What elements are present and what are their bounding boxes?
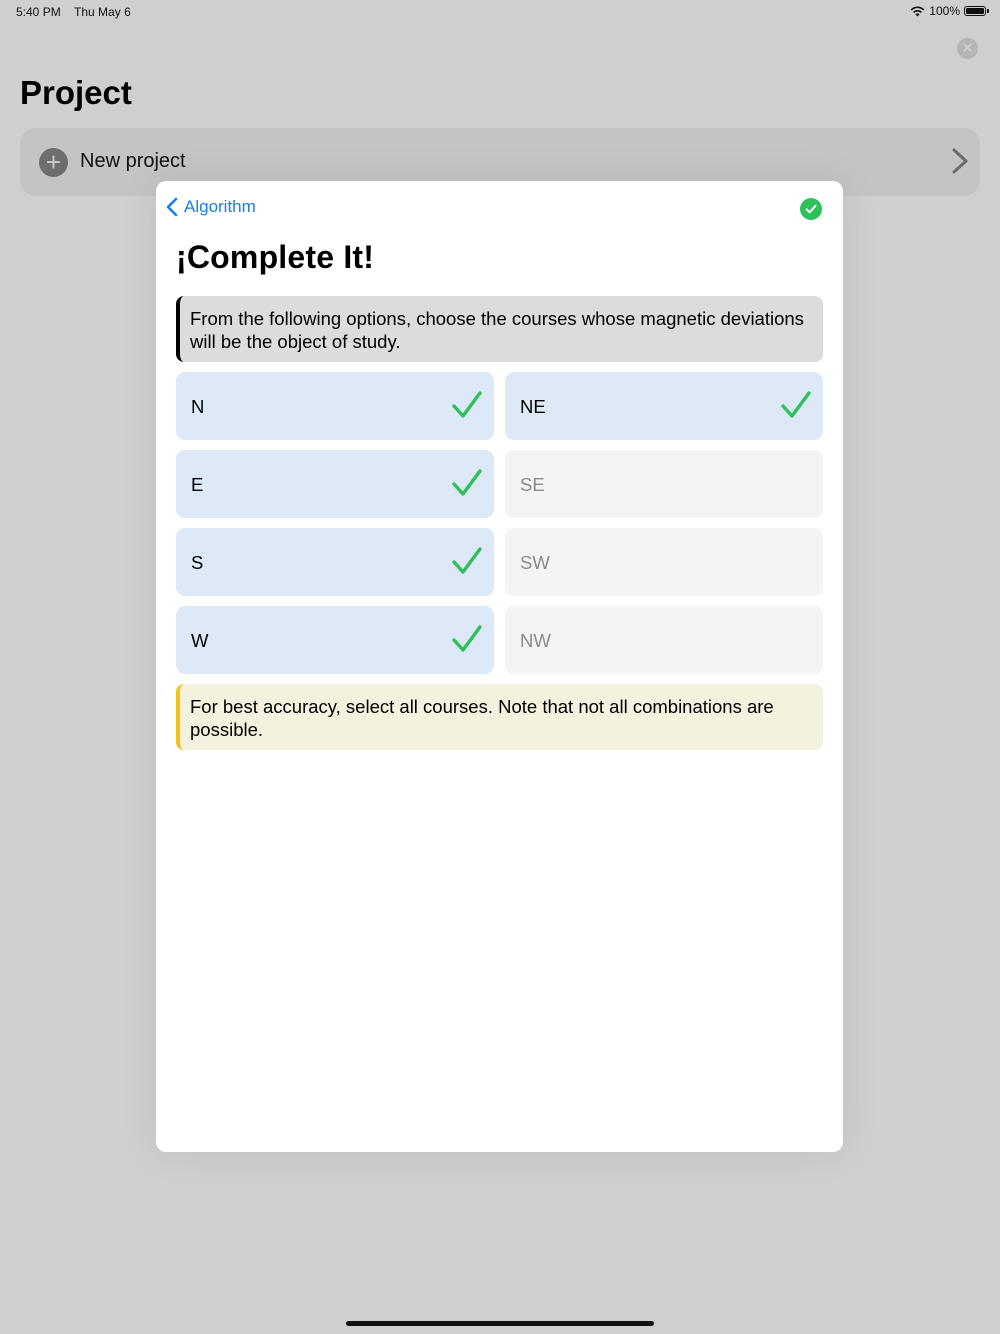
battery-icon — [964, 6, 986, 16]
course-option-label: NW — [520, 630, 551, 651]
course-option-label: SW — [520, 552, 550, 573]
close-icon[interactable]: ✕ — [957, 38, 978, 59]
back-button[interactable] — [166, 197, 256, 217]
course-option-sw[interactable] — [505, 528, 823, 596]
complete-it-sheet — [156, 181, 843, 1152]
sheet-title: ¡Complete It! — [176, 239, 375, 275]
back-button-label: Algorithm — [184, 197, 256, 216]
course-option-label: SE — [520, 474, 545, 495]
checkmark-icon — [452, 390, 482, 420]
chevron-right-icon — [950, 146, 970, 176]
course-option-nw[interactable] — [505, 606, 823, 674]
battery-percent: 100% — [929, 4, 960, 18]
checkmark-icon — [452, 624, 482, 654]
checkmark-icon — [452, 468, 482, 498]
note-callout — [176, 684, 823, 750]
status-date: Thu May 6 — [74, 5, 131, 19]
checkmark-icon — [452, 546, 482, 576]
wifi-icon — [910, 6, 925, 17]
new-project-label: New project — [80, 150, 186, 172]
home-indicator — [346, 1321, 654, 1326]
note-text: For best accuracy, select all courses. Note that not all combinations are possible. — [190, 696, 774, 740]
course-option-label: W — [191, 630, 209, 651]
course-option-ne[interactable] — [505, 372, 823, 440]
course-grid — [176, 372, 823, 674]
course-option-s[interactable] — [176, 528, 494, 596]
course-option-label: N — [191, 396, 205, 417]
course-option-label: S — [191, 552, 204, 573]
course-option-label: NE — [520, 396, 546, 417]
course-option-label: E — [191, 474, 204, 495]
course-option-w[interactable] — [176, 606, 494, 674]
instruction-text: From the following options, choose the courses whose magnetic deviations will be the object of study. — [190, 308, 804, 352]
checkmark-circle-icon[interactable] — [800, 198, 822, 220]
checkmark-icon — [781, 390, 811, 420]
instruction-callout — [176, 296, 823, 362]
course-option-e[interactable] — [176, 450, 494, 518]
status-bar-left — [16, 5, 131, 19]
status-time: 5:40 PM — [16, 5, 61, 19]
status-bar-right — [910, 4, 986, 18]
chevron-left-icon — [166, 197, 178, 217]
course-option-se[interactable] — [505, 450, 823, 518]
course-option-n[interactable] — [176, 372, 494, 440]
page-title: Project — [20, 74, 132, 111]
plus-icon: + — [39, 148, 68, 177]
